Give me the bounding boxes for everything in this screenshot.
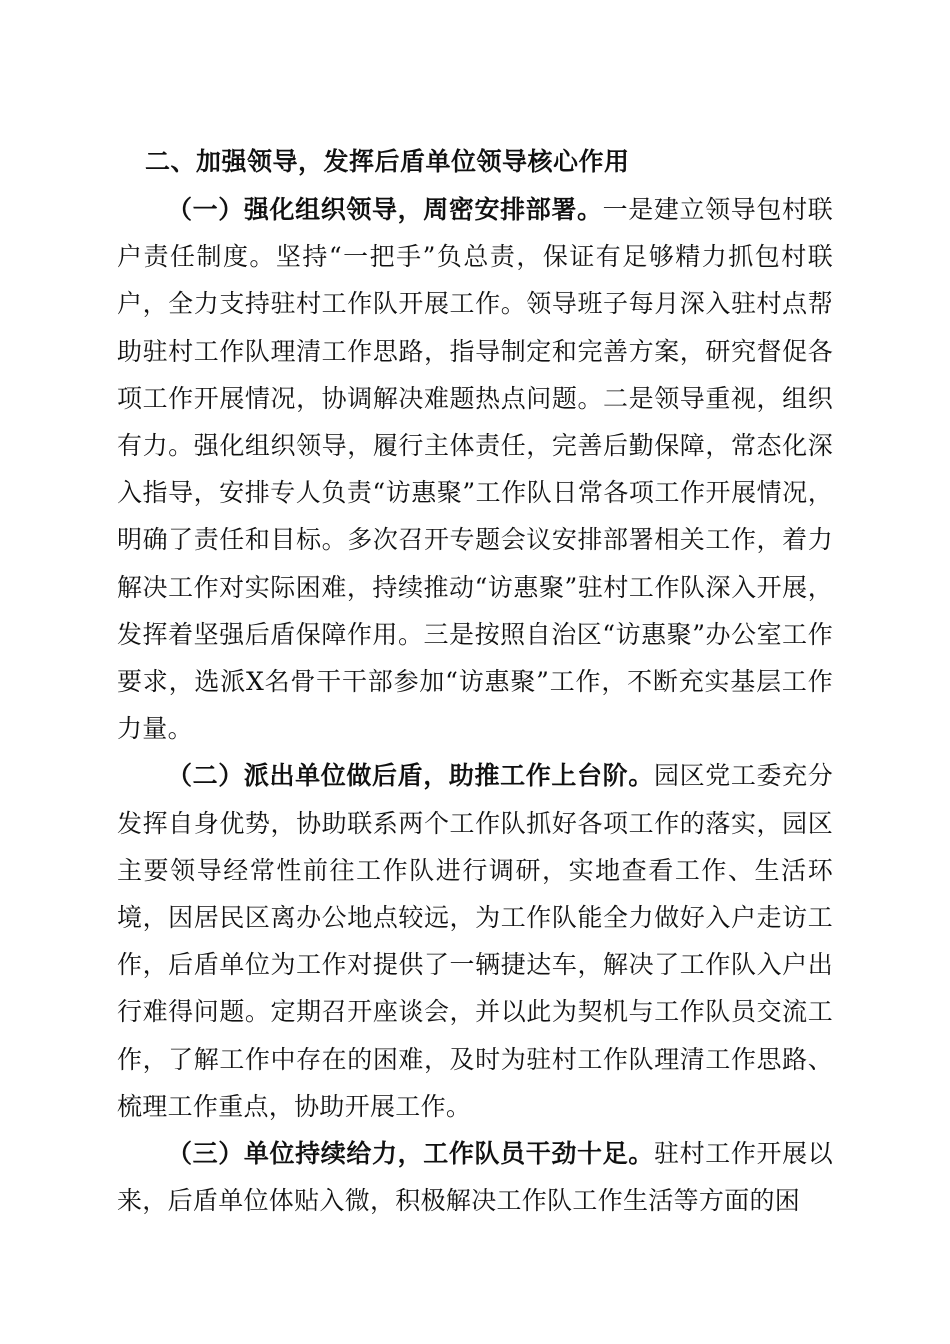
paragraph-2-body: 园区党工委充分发挥自身优势，协助联系两个工作队抓好各项工作的落实，园区主要领导经常性前往工作队进行调研，实地查看工作、生活环境，因居民区离办公地点较远，为工作队能全力做好入户走访工作，后盾单位为工作对提供了一辆捷达车，解决了工作队入户出行难得问题。定期召开座谈会，并以此为契机与工作队员交流工作，了解工作中存在的困难，及时为驻村工作队理清工作思路、梳理工作重点，协助开展工作。 — [117, 761, 834, 1121]
paragraph-1-body: 一是建立领导包村联户责任制度。坚持“一把手”负总责，保证有足够精力抓包村联户，全力支持驻村工作队开展工作。领导班子每月深入驻村点帮助驻村工作队理清工作思路，指导制定和完善方案，研究督促各项工作开展情况，协调解决难题热点问题。二是领导重视，组织有力。强化组织领导，履行主体责任，完善后勤保障，常态化深入指导，安排专人负责“访惠聚”工作队日常各项工作开展情况，明确了责任和目标。多次召开专题会议安排部署相关工作，着力解决工作对实际困难，持续推动“访惠聚”驻村工作队深入开展，发挥着坚强后盾保障作用。三是按照自治区“访惠聚”办公室工作要求，选派X名骨干干部参加“访惠聚”工作，不断充实基层工作力量。 — [117, 195, 833, 744]
document-page — [117, 142, 833, 1224]
paragraph-3 — [117, 1130, 833, 1224]
paragraph-1 — [117, 186, 833, 752]
paragraph-2-lead: （二）派出单位做后盾，助推工作上台阶。 — [167, 761, 654, 791]
paragraph-3-lead: （三）单位持续给力，工作队员干劲十足。 — [167, 1139, 654, 1169]
paragraph-2 — [117, 752, 833, 1130]
paragraph-3-body: 驻村工作开展以来，后盾单位体贴入微，积极解决工作队工作生活等方面的困 — [117, 1139, 834, 1216]
section-heading: 二、加强领导，发挥后盾单位领导核心作用 — [145, 147, 630, 176]
paragraph-1-lead: （一）强化组织领导，周密安排部署。 — [167, 195, 603, 224]
